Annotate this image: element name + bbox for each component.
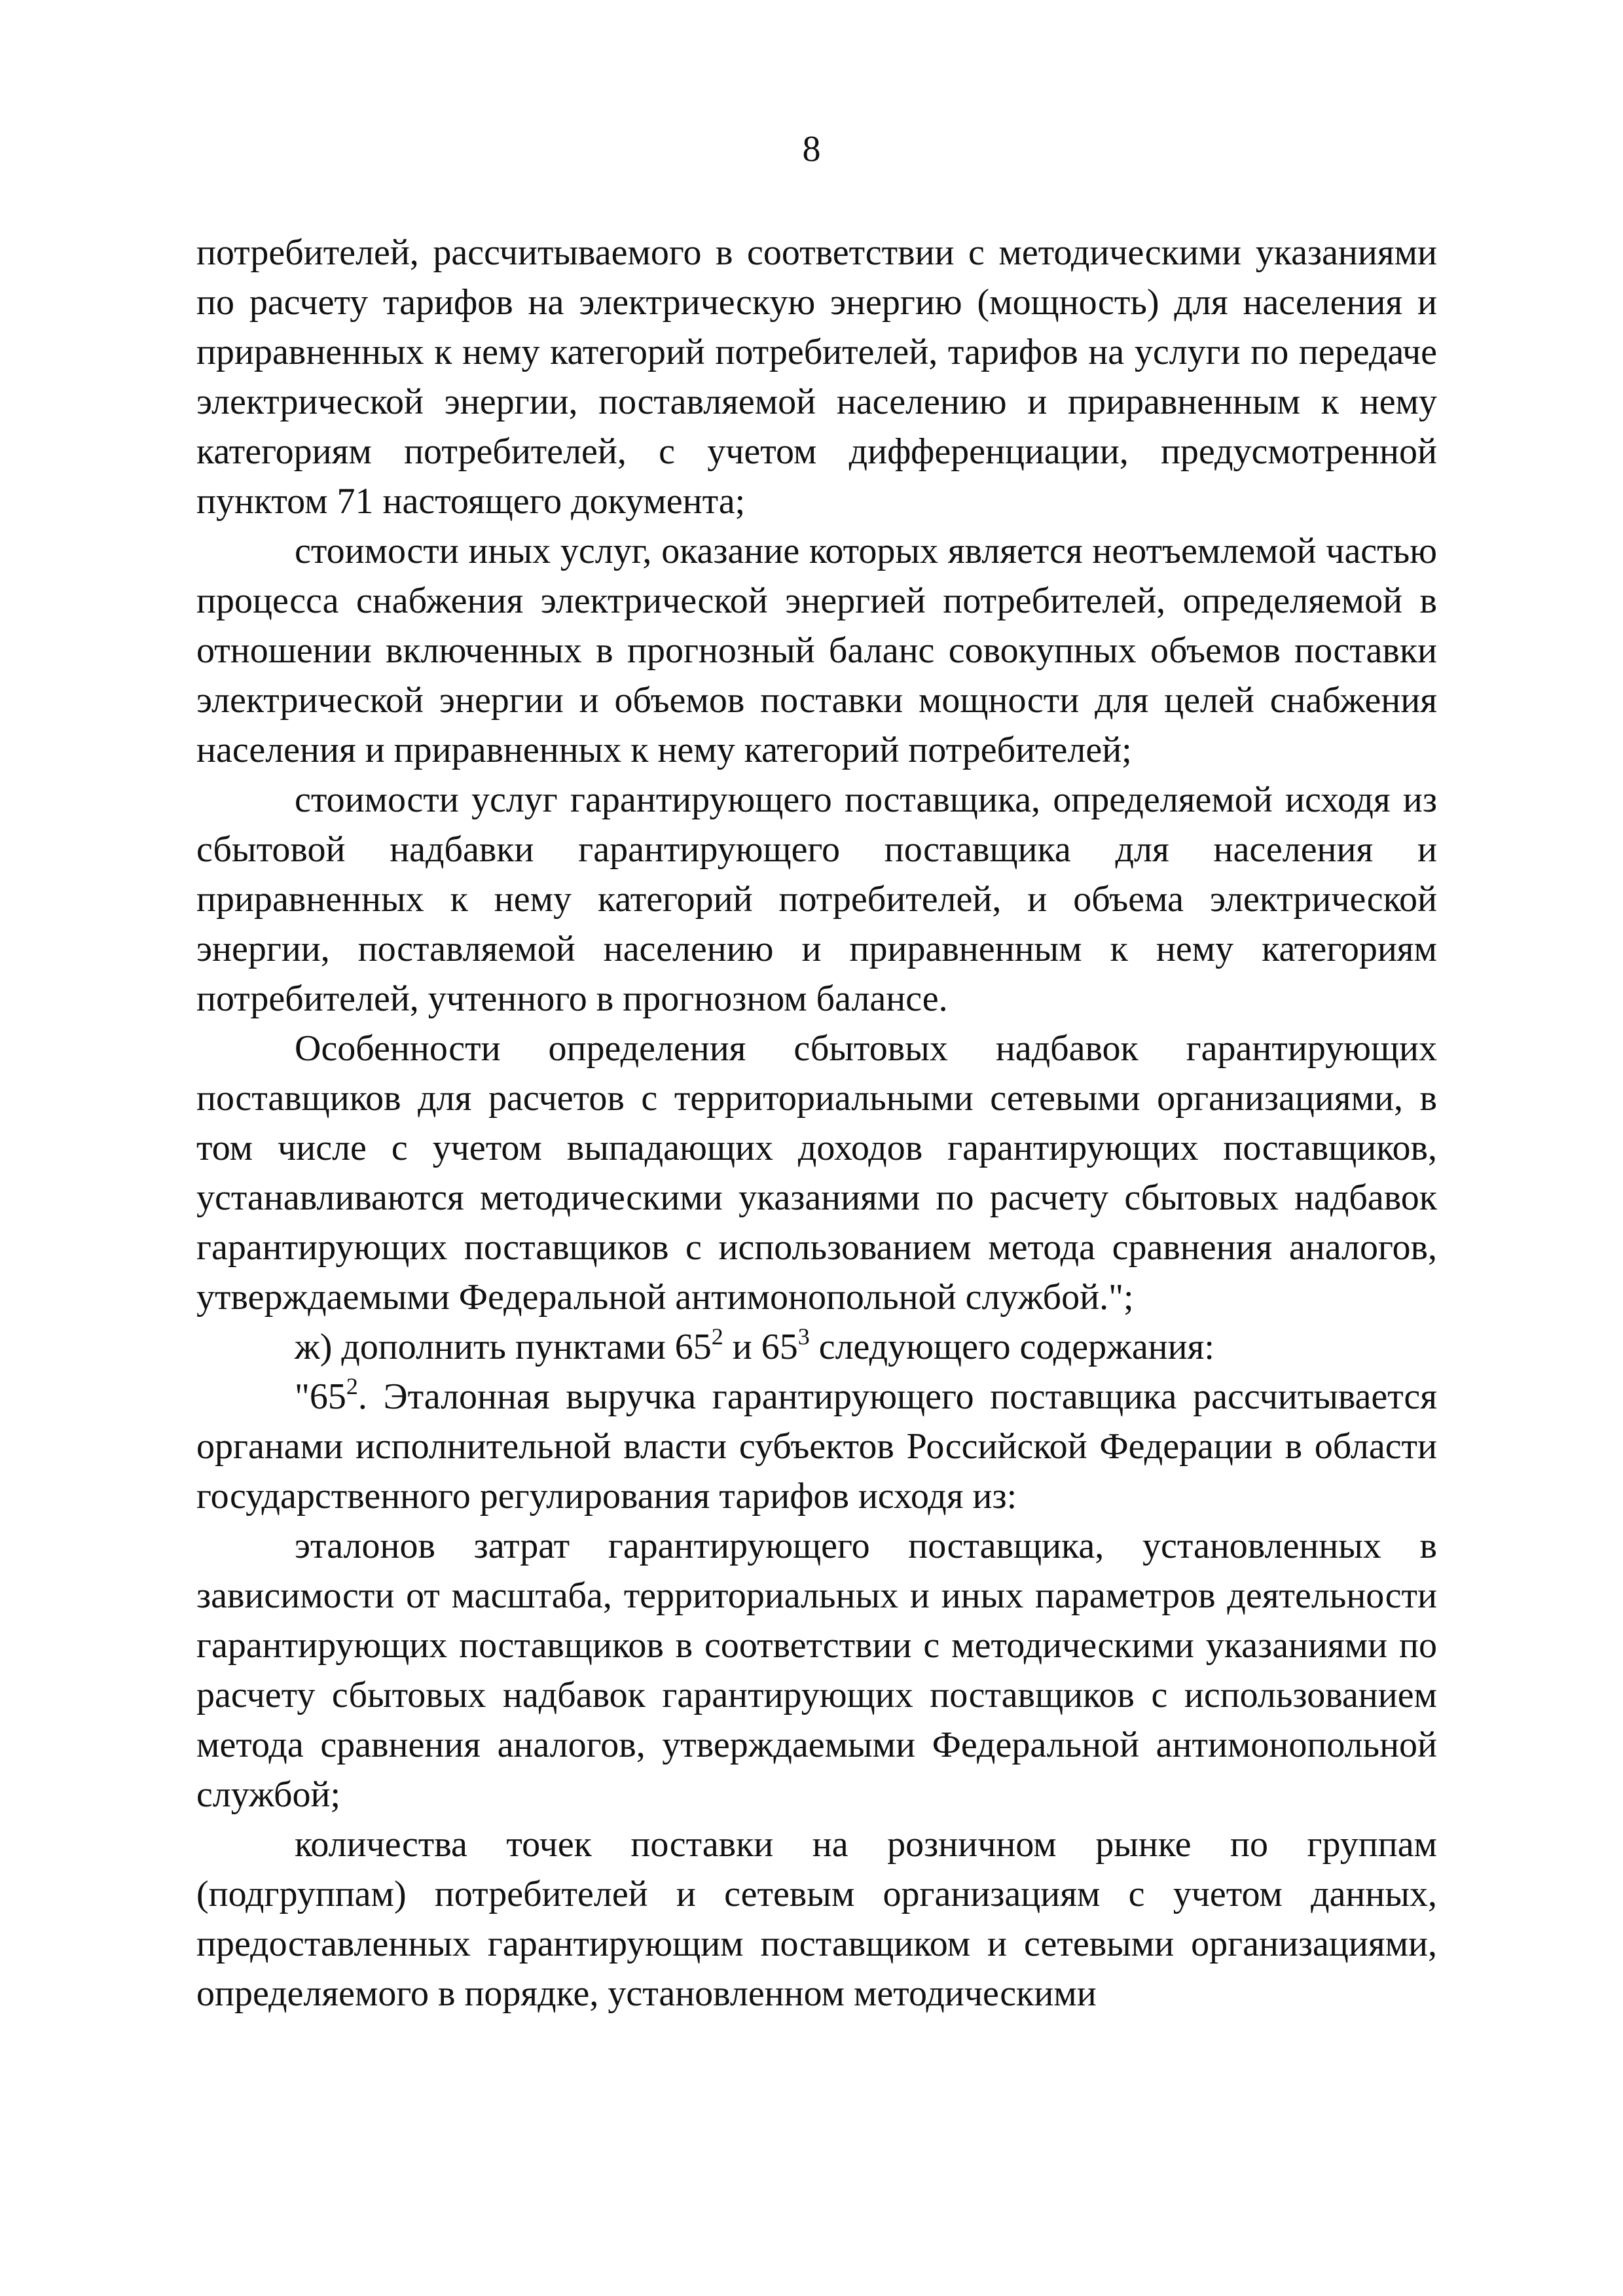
paragraph-4: Особенности определения сбытовых надбавок гарантирующих поставщиков для расчетов с территориальными сетевыми организациями, в том числе с учетом выпадающих доходов гарантирующих поставщиков, устанавливаются методическими указаниями по расчету сбытовых надбавок гарантирующих поставщиков с использованием метода сравнения аналогов, утверждаемыми Федеральной антимонопольной службой."; [196, 1028, 1437, 1318]
superscript: 2 [346, 1373, 358, 1399]
paragraph-5-text-c: следующего содержания: [809, 1327, 1214, 1367]
superscript: 2 [711, 1323, 723, 1350]
paragraph-5 [196, 1322, 1437, 1372]
paragraph-6-text-a: "65 [295, 1376, 346, 1417]
paragraph-5-text-b: и 65 [723, 1327, 798, 1367]
body-text [196, 228, 1437, 2018]
paragraph-7: эталонов затрат гарантирующего поставщика, установленных в зависимости от масштаба, территориальных и иных параметров деятельности гарантирующих поставщиков в соответствии с методическими указаниями по расчету сбытовых надбавок гарантирующих поставщиков с использованием метода сравнения аналогов, утверждаемыми Федеральной антимонопольной службой; [196, 1526, 1437, 1815]
paragraph-2: стоимости иных услуг, оказание которых является неотъемлемой частью процесса снабжения электрической энергией потребителей, определяемой в отношении включенных в прогнозный баланс совокупных объемов поставки электрической энергии и объемов поставки мощности для целей снабжения населения и приравненных к нему категорий потребителей; [196, 531, 1437, 770]
paragraph-6 [196, 1372, 1437, 1521]
paragraph-5-text-a: ж) дополнить пунктами 65 [295, 1327, 712, 1367]
page-number: 8 [802, 129, 821, 170]
paragraph-8: количества точек поставки на розничном рынке по группам (подгруппам) потребителей и сетевым организациям с учетом данных, предоставленных гарантирующим поставщиком и сетевыми организациями, определяемого в порядке, установленном методическими [196, 1824, 1437, 2014]
paragraph-1: потребителей, рассчитываемого в соответствии с методическими указаниями по расчету тарифов на электрическую энергию (мощность) для населения и приравненных к нему категорий потребителей, тарифов на услуги по передаче электрической энергии, поставляемой населению и приравненным к нему категориям потребителей, с учетом дифференциации, предусмотренной пунктом 71 настоящего документа; [196, 232, 1437, 522]
paragraph-3: стоимости услуг гарантирующего поставщика, определяемой исходя из сбытовой надбавки гарантирующего поставщика для населения и приравненных к нему категорий потребителей, и объема электрической энергии, поставляемой населению и приравненным к нему категориям потребителей, учтенного в прогнозном балансе. [196, 780, 1437, 1019]
superscript: 3 [797, 1323, 810, 1350]
paragraph-6-text-b: . Эталонная выручка гарантирующего поставщика рассчитывается органами исполнительной власти субъектов Российской Федерации в области государственного регулирования тарифов исходя из: [196, 1376, 1437, 1516]
